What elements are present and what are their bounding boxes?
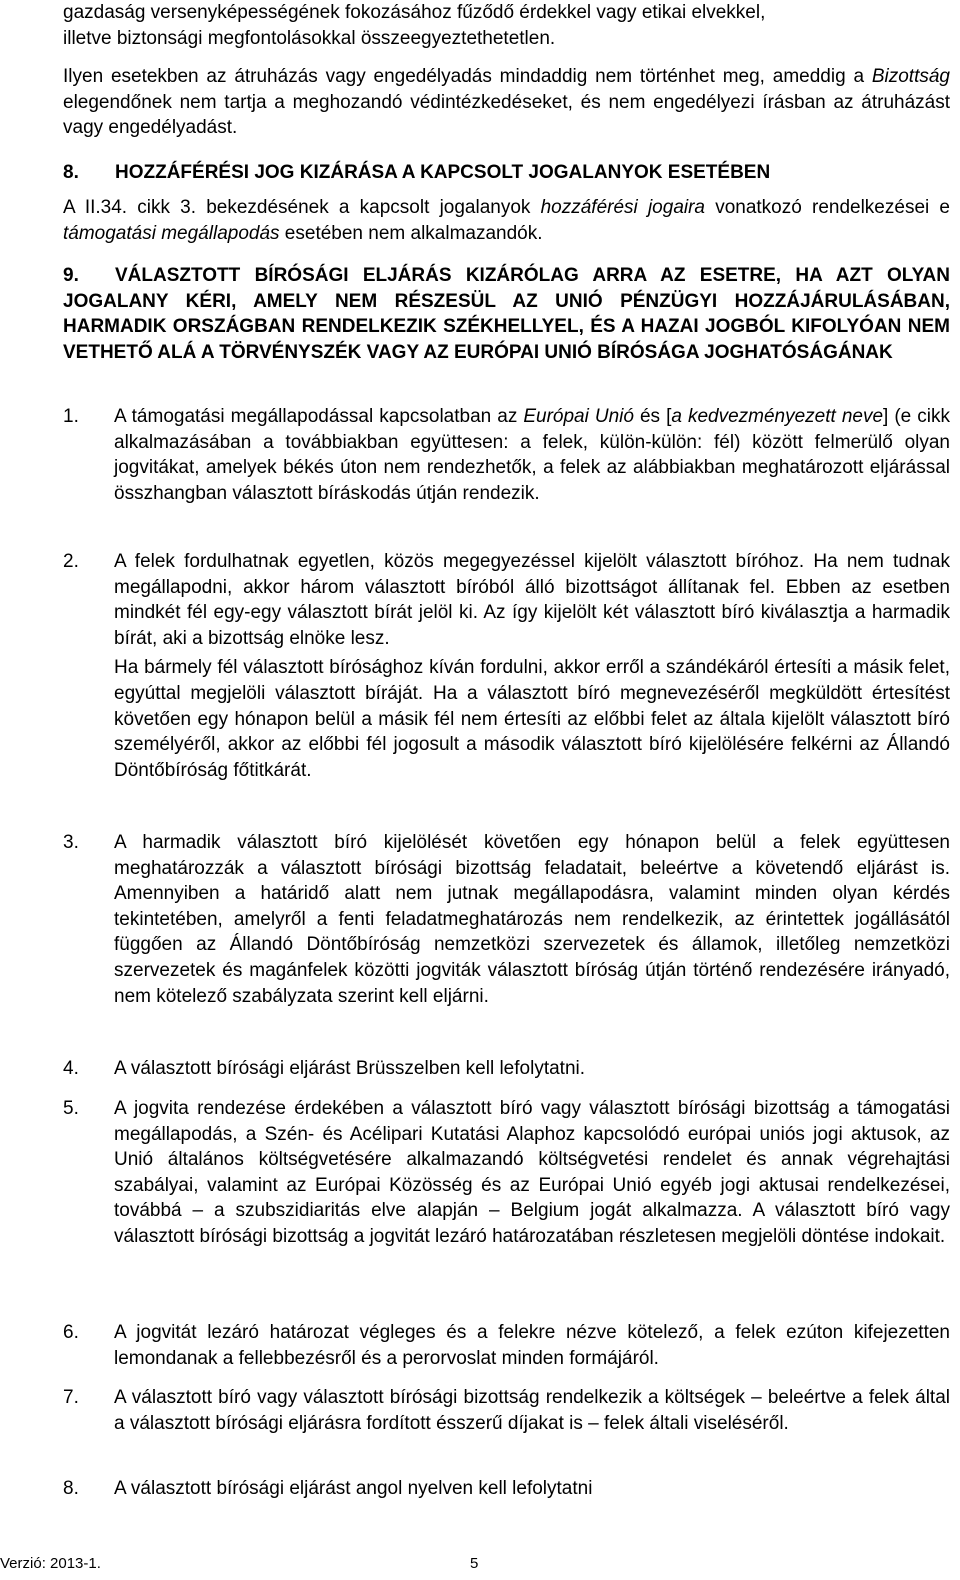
list-item-5 bbox=[63, 1096, 950, 1250]
item-text: A választott bíró vagy választott bírósági bizottság rendelkezik a költségek – beleértve a felek által a választott bírósági eljárásra fordított ésszerű díjakat is – felek általi viseléséről. bbox=[114, 1387, 950, 1434]
list-item-7 bbox=[63, 1385, 950, 1436]
section-8-text bbox=[63, 195, 950, 246]
section-8-paragraph bbox=[63, 195, 950, 246]
item-number: 7. bbox=[63, 1387, 79, 1408]
list-item-2 bbox=[63, 549, 950, 783]
item-text: A választott bírósági eljárást Brüsszelben kell lefolytatni. bbox=[114, 1058, 586, 1079]
text-run: ] (e cikk alkalmazásában a továbbiakban együttesen: a felek, külön-külön: fél) között felmerülő olyan jogvitákat, amelyek békés úton nem rendezhetők, a felek az alábbiakban meghatározott eljárással összhangban választott bíráskodás útján rendezik. bbox=[114, 406, 951, 504]
paragraph-ilyen-text bbox=[63, 64, 950, 141]
item-number: 2. bbox=[63, 551, 79, 572]
text-italic: Európai Unió bbox=[523, 406, 634, 427]
intro-line-2: illetve biztonsági megfontolásokkal összeegyeztethetetlen. bbox=[63, 27, 556, 49]
text-italic: támogatási megállapodás bbox=[63, 222, 280, 244]
text-run: A támogatási megállapodással kapcsolatban az bbox=[114, 406, 524, 427]
list-item-4 bbox=[63, 1056, 950, 1082]
intro-line-1: gazdaság versenyképességének fokozásához fűződő érdekkel vagy etikai elvekkel, bbox=[63, 2, 766, 23]
item-text: A harmadik választott bíró kijelölését követően egy hónapon belül a felek együttesen meghatározzák a választott bírósági bizottság feladatait, beleértve a követendő eljárást is. Amennyiben a határidő alatt nem jutnak megállapodásra, valamint minden olyan kérdés tekintetében, amelyről a fenti feladatmeghatározás nem rendelkezik, az érintettek jogállásától függően az Állandó Döntőbíróság nemzetközi szervezetek és államok, illetőleg nemzetközi szervezetek és magánfelek közötti jogviták választott bíróság útján történő rendezésére irányadó, nem kötelező szabályzata szerint kell eljárni. bbox=[114, 832, 950, 1007]
text-italic: a kedvezményezett neve bbox=[671, 406, 884, 427]
text-run: vonatkozó rendelkezései e bbox=[705, 197, 950, 218]
text-run: esetében nem alkalmazandók. bbox=[279, 222, 543, 244]
text-run: A II.34. cikk 3. bekezdésének a kapcsolt jogalanyok bbox=[63, 197, 541, 218]
section-title: HOZZÁFÉRÉSI JOG KIZÁRÁSA A KAPCSOLT JOGALANYOK ESETÉBEN bbox=[115, 162, 771, 183]
item-number: 6. bbox=[63, 1322, 79, 1343]
item-text-continued: Ha bármely fél választott bírósághoz kíván fordulni, akkor erről a szándékáról értesíti a másik felet, egyúttal megjelöli választott bíráját. Ha a választott bíró megnevezéséről megküldött értesítést követően egy hónapon belül a másik fél nem értesíti az előbbi felet az általa kijelölt választott bíró személyéről, akkor az előbbi fél jogosult a második választott bíró kijelölésére felkérni az Állandó Döntőbíróság főtitkárát. bbox=[114, 657, 950, 781]
text-run: elegendőnek nem tartja a meghozandó védintézkedéseket, és nem engedélyezi írásban az átruházást vagy engedélyadást. bbox=[63, 91, 950, 139]
item-text bbox=[114, 404, 950, 506]
text-run: Ilyen esetekben az átruházás vagy engedélyadás mindaddig nem történhet meg, ameddig a bbox=[63, 66, 872, 87]
text-italic: hozzáférési jogaira bbox=[540, 197, 705, 218]
item-number: 8. bbox=[63, 1478, 79, 1499]
item-number: 1. bbox=[63, 406, 79, 427]
list-item-3 bbox=[63, 830, 950, 1009]
item-number: 3. bbox=[63, 832, 79, 853]
section-title: VÁLASZTOTT BÍRÓSÁGI ELJÁRÁS KIZÁRÓLAG ARRA AZ ESETRE, HA AZT OLYAN JOGALANY KÉRI, AMELY NEM RÉSZESÜL AZ UNIÓ PÉNZÜGYI HOZZÁJÁRULÁSÁBAN, HARMADIK ORSZÁGBAN RENDELKEZIK SZÉKHELLYEL, ÉS A HAZAI JOGBÓL KIFOLYÓAN NEM VETHETŐ ALÁ A TÖRVÉNYSZÉK VAGY AZ EURÓPAI UNIÓ BÍRÓSÁGA JOGHATÓSÁGÁNAK bbox=[63, 265, 950, 363]
paragraph-ilyen bbox=[63, 64, 950, 141]
list-item-1 bbox=[63, 404, 950, 506]
section-number: 8. bbox=[63, 162, 79, 183]
item-text: A felek fordulhatnak egyetlen, közös megegyezéssel kijelölt választott bíróhoz. Ha nem tudnak megállapodni, akkor három választott bíróból álló bizottságot állítanak fel. Ebben az esetben mindkét fél egy-egy választott bírát jelöl ki. Az így kijelölt két választott bíró kiválasztja a harmadik bírát, aki a bizottság elnöke lesz. bbox=[114, 551, 950, 649]
page-number: 5 bbox=[470, 1555, 479, 1572]
item-number: 5. bbox=[63, 1098, 79, 1119]
footer-version: Verzió: 2013-1. bbox=[0, 1555, 101, 1572]
intro-paragraph bbox=[63, 0, 950, 51]
list-item-8 bbox=[63, 1476, 950, 1502]
list-item-6 bbox=[63, 1320, 950, 1371]
text-run: és [ bbox=[633, 406, 672, 427]
item-text: A választott bírósági eljárást angol nyelven kell lefolytatni bbox=[114, 1478, 593, 1499]
item-text: A jogvita rendezése érdekében a választott bíró vagy választott bírósági bizottság a támogatási megállapodás, a Szén- és Acélipari Kutatási Alaphoz kapcsolódó európai uniós jogi aktusok, az Unió általános költségvetésére alkalmazandó költségvetési rendelet és annak végrehajtási szabályai, valamint az Európai Közösség és az Európai Unió egyéb jogi aktusai rendelkezései, továbbá – a szubszidiaritás elve alapján – Belgium jogát alkalmazza. A választott bíró vagy választott bírósági bizottság a jogvitát lezáró határozatában részletesen megjelöli döntése indokait. bbox=[114, 1098, 950, 1247]
item-text: A jogvitát lezáró határozat végleges és a felekre nézve kötelező, a felek ezúton kifejezetten lemondanak a fellebbezésről és a perorvoslat minden formájáról. bbox=[114, 1322, 950, 1369]
section-number: 9. bbox=[63, 265, 79, 286]
section-9-heading bbox=[63, 263, 950, 365]
item-number: 4. bbox=[63, 1058, 79, 1079]
text-italic: Bizottság bbox=[871, 66, 950, 87]
section-8-heading bbox=[63, 160, 770, 186]
